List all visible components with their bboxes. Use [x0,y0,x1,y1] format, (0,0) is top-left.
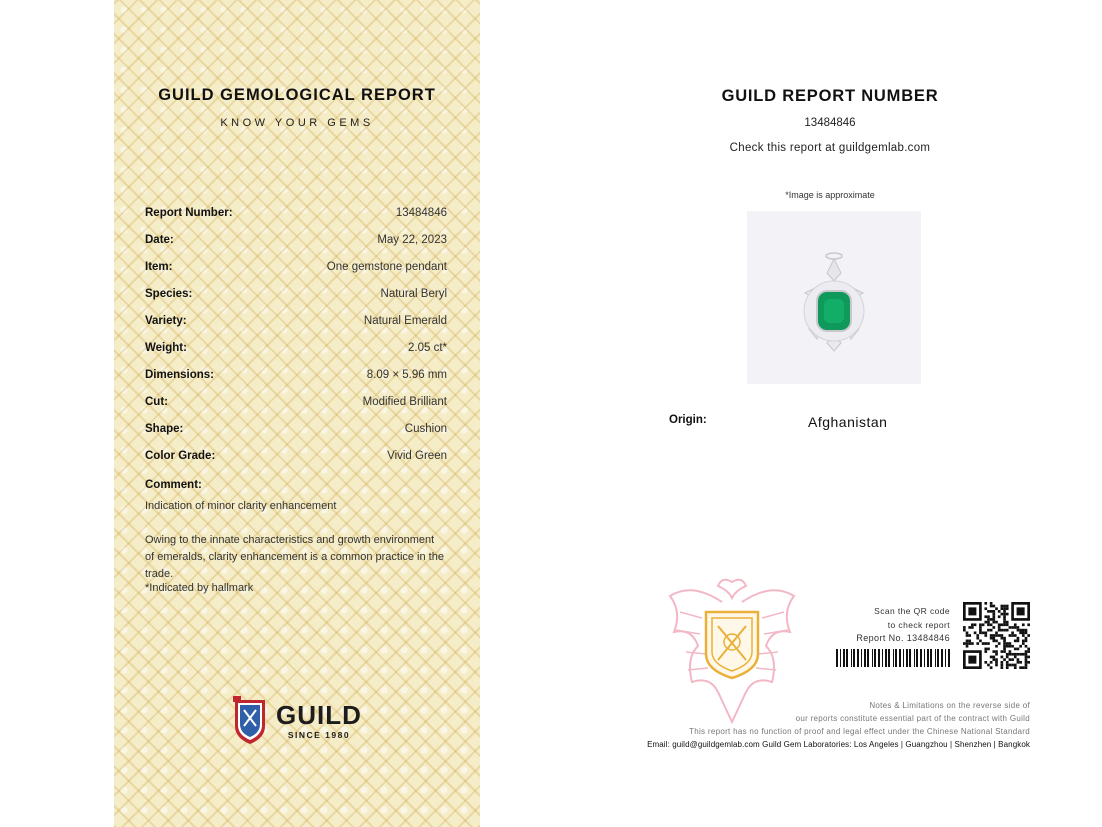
verify-link-text: Check this report at guildgemlab.com [729,142,931,154]
origin-value: Afghanistan [808,414,888,430]
field-value: 2.05 ct* [408,342,447,354]
field-value: May 22, 2023 [377,234,447,246]
guild-logo [232,696,362,746]
field-item [145,261,447,288]
field-color-grade [145,450,447,477]
field-shape [145,423,447,450]
field-date [145,234,447,261]
comment-label: Comment: [145,479,202,491]
field-value: 13484846 [395,207,447,219]
report-fields [145,207,447,477]
qr-caption-scan: Scan the QR code [874,606,950,616]
hallmark-note: *Indicated by hallmark [145,582,254,594]
field-report-number [145,207,447,234]
field-label: Weight: [145,342,187,354]
emerald-pendant-icon [747,211,921,384]
field-cut [145,396,447,423]
report-tagline: KNOW YOUR GEMS [220,117,374,129]
report-card-panel [114,0,480,827]
field-label: Shape: [145,423,184,435]
field-dimensions [145,369,447,396]
field-label: Variety: [145,315,187,327]
qr-code-icon[interactable] [963,602,1030,669]
qr-caption-check: to check report [887,620,950,630]
field-value: Natural Emerald [363,315,447,327]
footer-notes-line: Notes & Limitations on the reverse side of [869,701,1030,710]
field-label: Report Number: [145,207,233,219]
qr-report-number: Report No. 13484846 [856,633,950,643]
image-note: *Image is approximate [785,190,875,200]
footer-contact: Email: guild@guildgemlab.com Guild Gem Laboratories: Los Angeles | Guangzhou | Shenzhen | Bangkok [647,740,1030,749]
guild-since: SINCE 1980 [287,730,351,740]
comment-note: Owing to the innate characteristics and growth environment of emeralds, clarity enhancement is a common practice in the trade. [145,534,444,580]
field-weight [145,342,447,369]
field-variety [145,315,447,342]
origin-label: Origin: [669,414,707,426]
barcode-icon [836,649,950,667]
comment-text: Indication of minor clarity enhancement [145,500,337,512]
guild-shield-icon [232,696,268,746]
footer-contract-line: our reports constitute essential part of the contract with Guild [795,714,1030,723]
field-label: Item: [145,261,173,273]
field-label: Species: [145,288,193,300]
field-label: Date: [145,234,174,246]
gem-photo [747,211,921,384]
footer-legal-line: This report has no function of proof and legal effect under the Chinese National Standard [689,727,1030,736]
guild-name: GUILD [276,700,362,730]
report-number: 13484846 [804,117,856,129]
guild-wordmark [276,702,362,740]
report-number-title: GUILD REPORT NUMBER [721,87,939,105]
field-label: Cut: [145,396,168,408]
field-value: Natural Beryl [380,288,447,300]
field-value: Vivid Green [387,450,447,462]
field-label: Dimensions: [145,369,215,381]
report-title: GUILD GEMOLOGICAL REPORT [158,86,436,104]
field-value: Cushion [404,423,447,435]
field-value: Modified Brilliant [362,396,447,408]
field-label: Color Grade: [145,450,216,462]
field-value: 8.09 × 5.96 mm [366,369,447,381]
field-species [145,288,447,315]
field-value: One gemstone pendant [326,261,447,273]
